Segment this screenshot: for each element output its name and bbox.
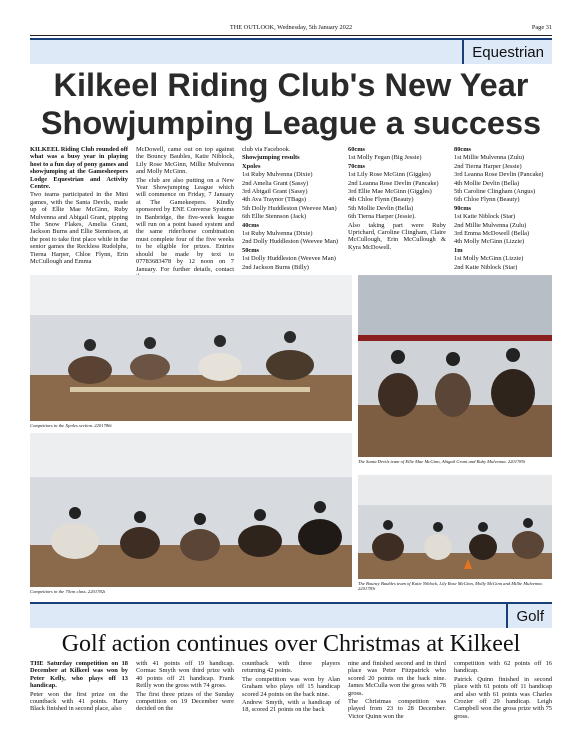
result-line: 4th Ava Traynor (TBags) — [242, 196, 306, 204]
result-line: 1st Lily Rose McGinn (Giggles) — [348, 171, 431, 179]
result-line: 1st Dolly Huddleston (Weevee Man) — [242, 255, 336, 263]
article-paragraph: Patrick Quinn finished in second place with 61 points off 11 handicap and also with 61 points was Charles Crozier off 29 handicap. Leigh Campbell won the gross prize with 75 gross. — [454, 675, 552, 720]
result-line: Also taking part were Ruby Uprichard, Caroline Clingham, Claire McCullough, Erin McCullough & Kyra McDowell. — [348, 221, 446, 251]
result-line: 1st Ruby Mulvenna (Dixie) — [242, 171, 313, 179]
article-paragraph: Andrew Smyth, with a handicap of 18, scored 21 points on the back — [242, 699, 340, 714]
result-line: 1st Katie Niblock (Star) — [454, 213, 516, 221]
golf-section-label: Golf — [506, 604, 552, 628]
results-class-title: 70cms — [348, 162, 366, 170]
results-class-title: 1m — [454, 246, 463, 254]
masthead — [30, 24, 552, 34]
result-line: 5th Mollie Devlin (Bella) — [348, 204, 414, 212]
article-paragraph: The club are also putting on a New Year Showjumping League which will commence on Friday, 7 January at The Gamekeepers. Kindly sponsored by ENE Converse Systems in Banbridge, the five-week league will run on a point based system and the same rider/horse combination must complete four of the five weeks to be eligible for prizes. Entries should be made by text to 07783683478 by 12 noon on 7 January. For further details, contact — [136, 176, 234, 273]
article-lead: KILKEEL Riding Club rounded off what was a busy year in playing host to a fun day of pony games and showjumping at the Gamesheepers Lodge Equestrian and Activity Centre. — [30, 146, 129, 191]
golf-column-5 — [454, 660, 552, 734]
result-line: 2nd Millie Mulvenna (Zulu) — [454, 221, 527, 229]
masthead-rule — [30, 35, 552, 36]
equestrian-article — [30, 146, 552, 273]
results-class-title: 60cms — [348, 146, 366, 153]
golf-column-2 — [136, 660, 234, 734]
article-paragraph: countback with three players returning 42 points. — [242, 660, 340, 675]
result-line: 2nd Tierna Harper (Jessie) — [454, 162, 522, 170]
page-number: Page 31 — [531, 24, 552, 31]
result-line: 5th Dolly Huddleston (Weevee Man) — [242, 204, 337, 212]
result-line: 4th Molly McGinn (Lizzie) — [454, 238, 525, 246]
result-line: 6th Ellie Stennson (Jack) — [242, 213, 307, 221]
result-line: 3rd Leanna Rose Devlin (Pancake) — [454, 171, 544, 179]
article-paragraph: nine and finished second and in third place was Peter Fitzpatrick who scored 20 points on the back nine. James McCulla won the gross with 78 gross. — [348, 660, 446, 697]
result-line: 6th Tierna Harper (Jessie). — [348, 213, 416, 221]
result-line: 6th Chloe Flynn (Beauty) — [454, 196, 520, 204]
article-paragraph: Two teams participated in the Mini games, with the Santa Devils, made up of Ellie Mae McGinn, Ruby Mulvenna and Abigail Grant, pipping The Snow Flakes, Amelia Grant, Jackson Burns and Ellie Stennison, at the post to take first place while in the senior games the Reckless Rudolphs, Tierna Harper, Chloe Flynn, Erin McCullough and Emma — [30, 191, 128, 266]
equestrian-headline — [30, 66, 552, 142]
photo-xpoles — [30, 275, 352, 421]
photo-caption: The Santa Devils team of Ellie Mae McGinn, Abigail Grant and Ruby Mulvenna. 2201785i — [358, 459, 526, 464]
equestrian-section-label: Equestrian — [462, 40, 552, 64]
photo-santa-devils — [358, 275, 552, 457]
article-paragraph: McDowell, came out on top against the Bouncy Baubles, Katie Niblock, Lily Rose McGinn, Millie Mulvenna and Molly McGinn. — [136, 146, 234, 176]
equestrian-section-bar — [30, 38, 552, 64]
equestrian-column-4 — [348, 146, 446, 270]
article-paragraph: The competition was won by Alan Graham who plays off 15 handicap scored 24 points on the back nine. — [242, 675, 340, 698]
result-line: 3rd Ellie Mae McGinn (Giggles) — [348, 188, 432, 196]
results-class-title: 90cms — [454, 204, 472, 212]
result-line: 5th Caroline Clingham (Angus) — [454, 188, 536, 196]
result-line: 3rd Abigail Grant (Sassy) — [242, 188, 308, 196]
article-paragraph: The first three prizes of the Sunday competition on 19 December were decided on the — [136, 690, 234, 713]
article-paragraph: with 41 points off 19 handicap. Cormac Smyth won third prize with 40 points off 21 handicap. Frank Reilly won the gross with 74 gross. — [136, 660, 234, 690]
result-line: 1st Molly McGinn (Lizzie) — [454, 255, 524, 263]
article-lead: THE Saturday competition on 18 December at Kilkeel was won by Peter Kelly, who plays off 13 handicap. — [30, 660, 128, 690]
equestrian-column-5 — [454, 146, 552, 270]
photo-bouncy-baubles — [358, 475, 552, 579]
result-line: 2nd Amelia Grant (Sassy) — [242, 179, 309, 187]
result-line: 4th Chloe Flynn (Beauty) — [348, 196, 414, 204]
article-paragraph: The Christmas competition was played from 23 to 28 December. Victor Quinn won the — [348, 698, 446, 720]
photo-caption: The Bouncy Baubles team of Katie Niblock, Lily Rose McGinn, Molly McGinn and Millie Mulvenna. 2201783i — [358, 581, 543, 592]
result-line: 3rd Emma McDowell (Bella) — [454, 230, 530, 238]
result-line: 2nd Katie Niblock (Star) — [454, 263, 518, 271]
result-line: 1st Molly Fegan (Big Jessie) — [348, 154, 422, 162]
article-paragraph: Peter won the first prize on the countback with 41 points. Harry Black finished in second place, also — [30, 690, 128, 713]
equestrian-column-3 — [242, 146, 340, 270]
golf-headline: Golf action continues over Christmas at Kilkeel — [61, 631, 521, 657]
results-class-title: 40cms — [242, 221, 260, 229]
publication-line: THE OUTLOOK, Wednesday, 5th January 2022 — [229, 24, 353, 31]
golf-column-1 — [30, 660, 128, 734]
results-class-title: Xpoles — [242, 162, 261, 170]
photo-70cm — [30, 433, 352, 587]
results-heading: Showjumping results — [242, 154, 300, 162]
golf-article — [30, 660, 552, 734]
headline-line-1: Kilkeel Riding Club's New Year — [53, 67, 529, 103]
headline-line-2: Showjumping League a success — [40, 105, 542, 141]
equestrian-column-1 — [30, 146, 128, 270]
golf-section-bar — [30, 602, 552, 628]
golf-column-4 — [348, 660, 446, 734]
result-line: 2nd Jackson Burns (Billy) — [242, 263, 309, 271]
photo-caption: Competitors in the Xpoles section. 2201786i — [30, 423, 112, 428]
results-class-title: 50cms — [242, 246, 260, 254]
result-line: 1st Ruby Mulvenna (Dixie) — [242, 230, 313, 238]
equestrian-column-2 — [136, 146, 234, 273]
golf-column-3 — [242, 660, 340, 734]
photo-caption: Competitors in the 70cm class. 2201782i — [30, 589, 106, 594]
result-line: 1st Millie Mulvenna (Zulu) — [454, 154, 525, 162]
article-paragraph: club via Facebook. — [242, 146, 291, 153]
result-line: 4th Mollie Devlin (Bella) — [454, 179, 520, 187]
result-line: 2nd Leanna Rose Devlin (Pancake) — [348, 179, 439, 187]
results-class-title: 80cms — [454, 146, 472, 153]
result-line: 2nd Dolly Huddleston (Weevee Man) — [242, 238, 339, 246]
article-paragraph: competition with 62 points off 16 handicap. — [454, 660, 552, 675]
